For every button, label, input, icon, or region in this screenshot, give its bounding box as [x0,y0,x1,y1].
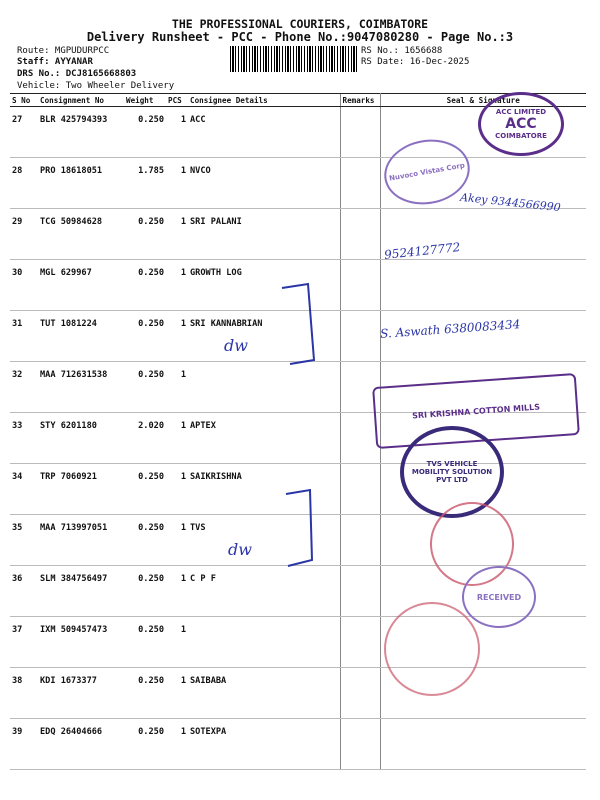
barcode-image [230,46,358,72]
cell-remarks [340,515,380,566]
tvs-stamp-text: TVS VEHICLE MOBILITY SOLUTION PVT LTD [411,460,493,484]
cell-pcs: 1 [166,413,188,464]
cell-remarks [340,719,380,770]
col-header-seal: Seal & Signature [380,94,586,107]
route-label: Route: MGPUDURPCC [17,46,110,56]
cell-seal [380,719,586,770]
sri-krishna-stamp-text: SRI KRISHNA COTTON MILLS [411,402,541,420]
company-title: THE PROFESSIONAL COURIERS, COIMBATORE [171,17,429,31]
cell-consignment: TRP 7060921 [38,464,124,515]
scribble-row-37 [220,484,330,574]
cell-sno: 31 [10,311,38,362]
cell-weight: 0.250 [124,566,166,617]
cell-weight: 0.250 [124,209,166,260]
cell-pcs: 1 [166,362,188,413]
cell-pcs: 1 [166,107,188,158]
cell-sno: 38 [10,668,38,719]
cell-consignee: APTEX [188,413,340,464]
cell-consignment: BLR 425794393 [38,107,124,158]
cell-remarks [340,209,380,260]
table-row [10,719,586,770]
drs-label: DRS No.: DCJ8165668803 [17,69,137,79]
cell-sno: 36 [10,566,38,617]
tvs-stamp [400,426,504,518]
cell-sno: 30 [10,260,38,311]
cell-pcs: 1 [166,566,188,617]
cell-sno: 27 [10,107,38,158]
cell-seal [380,260,586,311]
cell-pcs: 1 [166,158,188,209]
cell-consignment: TCG 50984628 [38,209,124,260]
cell-consignment: TUT 1081224 [38,311,124,362]
cell-consignment: SLM 384756497 [38,566,124,617]
col-header-sno: S No [10,94,38,107]
cell-weight: 2.020 [124,413,166,464]
cell-consignment: MAA 713997051 [38,515,124,566]
cell-consignment: STY 6201180 [38,413,124,464]
table-row [10,209,586,260]
cell-sno: 29 [10,209,38,260]
cell-weight: 0.250 [124,260,166,311]
cell-consignee: SAIBABA [188,668,340,719]
acc-stamp [478,92,564,156]
signature-row-33: S. Aswath 6380083434 [379,317,521,341]
cell-pcs: 1 [166,464,188,515]
cell-consignment: MGL 629967 [38,260,124,311]
cell-weight: 0.250 [124,311,166,362]
cell-consignee: ACC [188,107,340,158]
cell-weight: 1.785 [124,158,166,209]
cell-weight: 0.250 [124,617,166,668]
cell-remarks [340,617,380,668]
col-header-consignee: Consignee Details [188,94,340,107]
cell-sno: 35 [10,515,38,566]
cell-consignee: SRI KANNABRIAN [188,311,340,362]
cell-remarks [340,668,380,719]
col-header-pcs: PCS [166,94,188,107]
cell-consignment: PRO 18618051 [38,158,124,209]
cell-consignee: NVCO [188,158,340,209]
acc-stamp-top: ACC LIMITED [495,107,547,116]
cell-consignment: MAA 712631538 [38,362,124,413]
cell-weight: 0.250 [124,107,166,158]
cell-weight: 0.250 [124,719,166,770]
cell-weight: 0.250 [124,515,166,566]
acc-stamp-bottom: COIMBATORE [495,132,547,141]
cell-sno: 39 [10,719,38,770]
rs-number: RS No.: 1656688 [361,46,443,56]
cell-consignee: TVS [188,515,340,566]
table-row [10,668,586,719]
scribble-text-row-32: dw [224,336,248,355]
cell-sno: 33 [10,413,38,464]
cell-pcs: 1 [166,260,188,311]
received-stamp-text: RECEIVED [476,592,522,602]
col-header-weight: Weight [124,94,166,107]
nvco-stamp-text: Nuvoco Vistas Corp [388,161,466,183]
cell-consignee: GROWTH LOG [188,260,340,311]
staff-label: Staff: AYYANAR [17,57,93,67]
cell-pcs: 1 [166,719,188,770]
cell-pcs: 1 [166,209,188,260]
cell-pcs: 1 [166,668,188,719]
cell-sno: 32 [10,362,38,413]
received-stamp [462,566,536,628]
cell-consignment: KDI 1673377 [38,668,124,719]
cell-pcs: 1 [166,515,188,566]
col-header-consignment: Consignment No [38,94,124,107]
cell-remarks [340,566,380,617]
col-header-remarks: Remarks [340,94,380,107]
signature-row-30: Akey 9344566990 [459,190,562,215]
cell-weight: 0.250 [124,362,166,413]
cell-consignee [188,617,340,668]
cell-pcs: 1 [166,617,188,668]
vehicle-label: Vehicle: Two Wheeler Delivery [17,81,175,91]
cell-consignee: SRI PALANI [188,209,340,260]
cell-remarks [340,311,380,362]
cell-weight: 0.250 [124,464,166,515]
rs-date: RS Date: 16-Dec-2025 [361,57,470,67]
cell-sno: 37 [10,617,38,668]
cell-sno: 28 [10,158,38,209]
cell-consignee: SAIKRISHNA [188,464,340,515]
cell-consignee: C P F [188,566,340,617]
cell-consignee: SOTEXPA [188,719,340,770]
cell-consignment: EDQ 26404666 [38,719,124,770]
runsheet-subtitle: Delivery Runsheet - PCC - Phone No.:9047080280 - Page No.:3 [86,30,514,44]
cell-remarks [340,464,380,515]
cell-remarks [340,260,380,311]
cell-sno: 34 [10,464,38,515]
cell-consignment: IXM 509457473 [38,617,124,668]
cell-pcs: 1 [166,311,188,362]
scribble-row-32 [220,280,330,370]
scribble-text-row-37: dw [228,540,252,559]
signature-row-31: 9524127772 [383,240,461,262]
cell-remarks [340,158,380,209]
cell-weight: 0.250 [124,668,166,719]
red-stamp-row-39 [384,602,480,696]
acc-stamp-center: ACC [505,115,537,132]
cell-remarks [340,107,380,158]
